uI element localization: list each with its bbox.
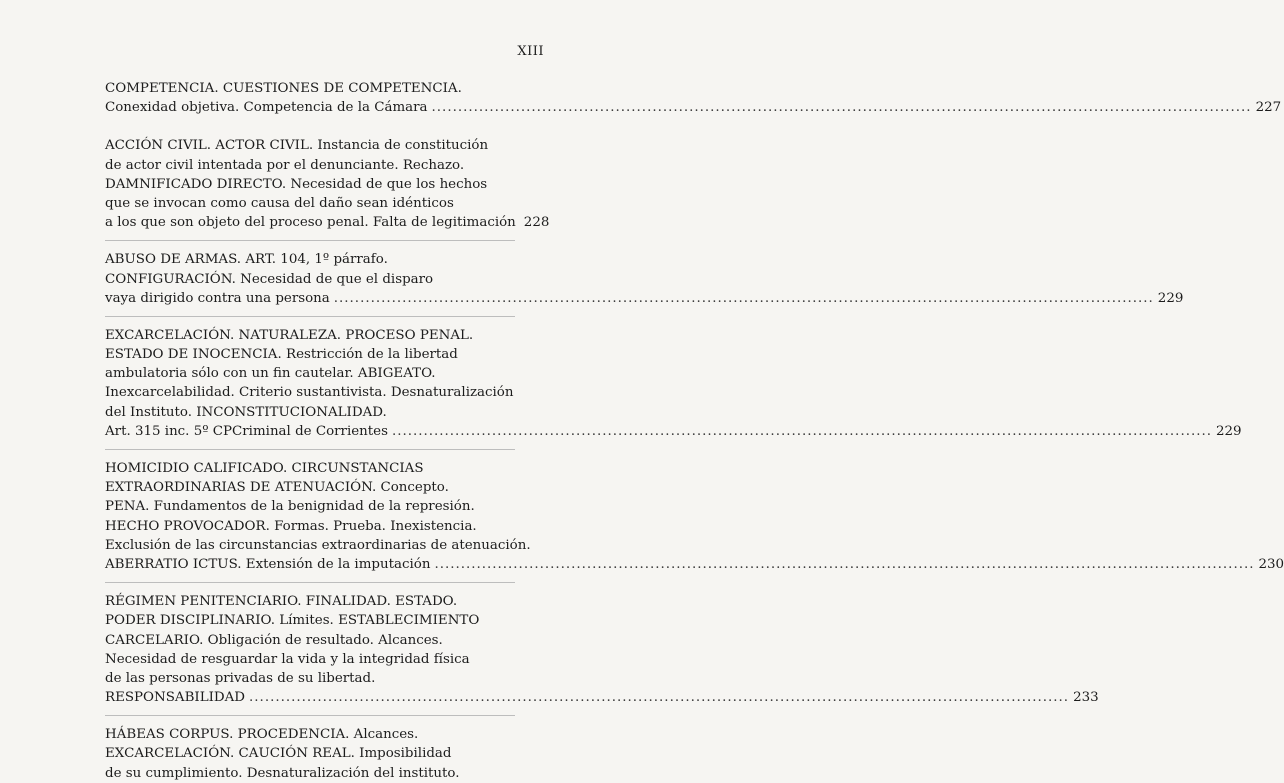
entry-line: DAMNIFICADO DIRECTO. Necesidad de que los hechos — [105, 176, 488, 192]
entry-line: vaya dirigido contra una persona — [105, 290, 330, 306]
entry-line: Necesidad de resguardar la vida y la integridad física — [105, 651, 470, 667]
entry-last-line — [105, 98, 1282, 117]
entry-line: CONFIGURACIÓN. Necesidad de que el disparo — [105, 271, 434, 287]
dot-leader — [249, 688, 1069, 707]
entry-line: ABERRATIO ICTUS. Extensión de la imputación — [105, 556, 431, 572]
entry-line: PENA. Fundamentos de la benignidad de la represión. — [105, 499, 475, 515]
entry-line: EXCARCELACIÓN. CAUCIÓN REAL. Imposibilidad — [105, 746, 452, 762]
entry-divider — [105, 449, 515, 450]
entry-line: COMPETENCIA. CUESTIONES DE COMPETENCIA. — [105, 81, 462, 96]
dot-leader — [392, 422, 1212, 441]
entry-last-line — [105, 213, 550, 232]
entry-line: PODER DISCIPLINARIO. Límites. ESTABLECIMIENTO — [105, 613, 480, 629]
entry-page-number: 228 — [523, 215, 550, 231]
index-entry — [105, 725, 515, 783]
entry-line: ABUSO DE ARMAS. ART. 104, 1º párrafo. — [105, 252, 388, 268]
entry-last-line — [105, 422, 1242, 441]
entry-last-line — [105, 289, 1184, 308]
entry-divider — [105, 240, 515, 241]
dot-leader — [432, 98, 1252, 117]
entry-line: Exclusión de las circunstancias extraordinarias de atenuación. — [105, 537, 531, 553]
entry-line: a los que son objeto del proceso penal. Falta de legitimación — [105, 215, 516, 231]
entry-line: ESTADO DE INOCENCIA. Restricción de la libertad — [105, 347, 458, 363]
entry-gap — [105, 117, 515, 136]
entry-page-number: 230 — [1258, 556, 1284, 572]
index-entry — [105, 79, 1282, 117]
index-entry — [105, 250, 1184, 308]
index-entries — [105, 79, 1284, 783]
entry-divider — [105, 715, 515, 716]
dot-leader — [434, 555, 1254, 574]
entry-line: Conexidad objetiva. Competencia de la Cámara — [105, 100, 428, 116]
entry-line: HECHO PROVOCADOR. Formas. Prueba. Inexistencia. — [105, 518, 477, 534]
entry-line: ACCIÓN CIVIL. ACTOR CIVIL. Instancia de constitución — [105, 138, 489, 154]
entry-line: RÉGIMEN PENITENCIARIO. FINALIDAD. ESTADO. — [105, 594, 458, 610]
entry-line: ambulatoria sólo con un fin cautelar. ABIGEATO. — [105, 366, 436, 382]
index-entry — [105, 326, 1242, 441]
entry-divider — [105, 316, 515, 317]
entry-last-line — [105, 555, 1284, 574]
entry-page-number: 229 — [1157, 290, 1184, 306]
entry-line: de actor civil intentada por el denunciante. Rechazo. — [105, 157, 465, 173]
entry-page-number: 233 — [1073, 690, 1099, 706]
entry-line: HOMICIDIO CALIFICADO. CIRCUNSTANCIAS — [105, 461, 424, 476]
entry-line: que se invocan como causa del daño sean idénticos — [105, 195, 454, 211]
entry-divider — [105, 582, 515, 583]
entry-line: RESPONSABILIDAD — [105, 690, 246, 706]
dot-leader — [334, 289, 1154, 308]
index-entry — [105, 136, 550, 232]
entry-last-line — [105, 688, 1099, 707]
entry-page-number: 229 — [1215, 423, 1242, 439]
entry-line: EXTRAORDINARIAS DE ATENUACIÓN. Concepto. — [105, 480, 449, 496]
entry-line: de su cumplimiento. Desnaturalización del instituto. — [105, 765, 460, 781]
entry-line: del Instituto. INCONSTITUCIONALIDAD. — [105, 404, 387, 420]
index-entry — [105, 592, 1099, 707]
entry-line: HÁBEAS CORPUS. PROCEDENCIA. Alcances. — [105, 727, 419, 743]
index-entry — [105, 459, 1284, 574]
entry-line: CARCELARIO. Obligación de resultado. Alcances. — [105, 632, 443, 648]
entry-line: Inexcarcelabilidad. Criterio sustantivista. Desnaturalización — [105, 385, 514, 401]
entry-page-number: 227 — [1255, 100, 1282, 116]
page-number: XIII — [517, 44, 544, 59]
entry-line: EXCARCELACIÓN. NATURALEZA. PROCESO PENAL. — [105, 327, 474, 343]
entry-line: de las personas privadas de su libertad. — [105, 670, 376, 686]
entry-line: Art. 315 inc. 5º CPCriminal de Corrientes — [105, 423, 388, 439]
